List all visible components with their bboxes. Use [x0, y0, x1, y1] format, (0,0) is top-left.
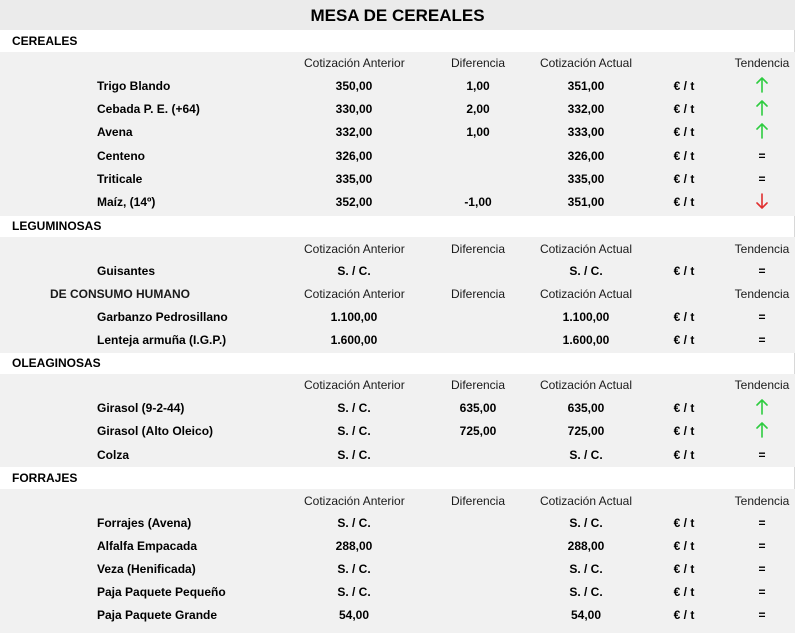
- subsection-title-consumo-humano: DE CONSUMO HUMANO: [50, 287, 190, 301]
- header-actual: Cotización Actual: [539, 494, 633, 508]
- table-row: [0, 581, 795, 604]
- cotizacion-actual: 1.100,00: [562, 310, 610, 324]
- diferencia-value: 635,00: [459, 401, 497, 415]
- product-name: Alfalfa Empacada: [97, 539, 198, 553]
- trend-equal: =: [758, 608, 766, 622]
- product-name: Paja Paquete Pequeño: [97, 585, 226, 599]
- cotizacion-actual: 725,00: [567, 424, 605, 438]
- table-row: [0, 558, 795, 581]
- product-name: Avena: [97, 125, 133, 139]
- trend-down-arrow-icon: [740, 191, 784, 214]
- cotizacion-actual: 332,00: [567, 102, 605, 116]
- header-diferencia: Diferencia: [450, 56, 506, 70]
- table-row: [0, 145, 795, 168]
- product-name: Maíz, (14º): [97, 195, 156, 209]
- header-anterior: Cotización Anterior: [304, 494, 405, 508]
- section-title-forrajes: FORRAJES: [12, 471, 78, 485]
- trend-equal: =: [758, 333, 766, 347]
- diferencia-value: [442, 535, 514, 558]
- header-diferencia: Diferencia: [450, 378, 506, 392]
- cotizacion-anterior: S. / C.: [337, 448, 371, 462]
- header-tendencia: Tendencia: [734, 287, 790, 301]
- table-row: [0, 535, 795, 558]
- product-name: Girasol (9-2-44): [97, 401, 185, 415]
- product-name: Girasol (Alto Oleico): [97, 424, 214, 438]
- cotizacion-actual: 351,00: [567, 195, 605, 209]
- cotizacion-actual: 351,00: [567, 79, 605, 93]
- header-anterior: Cotización Anterior: [304, 242, 405, 256]
- unit-label: € / t: [673, 102, 695, 116]
- trend-up-arrow-icon: [740, 75, 784, 98]
- trend-equal: =: [758, 172, 766, 186]
- unit-label: € / t: [673, 79, 695, 93]
- header-anterior: Cotización Anterior: [304, 378, 405, 392]
- table-row: [0, 420, 795, 443]
- unit-label: € / t: [673, 333, 695, 347]
- diferencia-value: 725,00: [459, 424, 497, 438]
- trend-up-arrow-icon: [740, 397, 784, 420]
- diferencia-value: 1,00: [466, 125, 490, 139]
- cotizacion-actual: 1.600,00: [562, 333, 610, 347]
- diferencia-value: 2,00: [466, 102, 490, 116]
- trend-equal: =: [758, 539, 766, 553]
- product-name: Paja Paquete Grande: [97, 608, 218, 622]
- header-diferencia: Diferencia: [450, 287, 506, 301]
- table-row: [0, 98, 795, 121]
- header-tendencia: Tendencia: [734, 378, 790, 392]
- diferencia-value: [442, 512, 514, 535]
- header-diferencia: Diferencia: [450, 494, 506, 508]
- cotizacion-anterior: S. / C.: [337, 562, 371, 576]
- trend-equal: =: [758, 448, 766, 462]
- trend-up-arrow-icon: [740, 420, 784, 443]
- cotizacion-anterior: 335,00: [335, 172, 373, 186]
- unit-label: € / t: [673, 195, 695, 209]
- diferencia-value: [442, 581, 514, 604]
- cotizacion-anterior: 326,00: [335, 149, 373, 163]
- unit-label: € / t: [673, 539, 695, 553]
- trend-equal: =: [758, 585, 766, 599]
- header-actual: Cotización Actual: [539, 242, 633, 256]
- product-name: Guisantes: [97, 264, 156, 278]
- cotizacion-anterior: 350,00: [335, 79, 373, 93]
- trend-equal: =: [758, 264, 766, 278]
- cotizacion-actual: 335,00: [567, 172, 605, 186]
- section-title-cereales: CEREALES: [12, 34, 78, 48]
- cotizacion-anterior: 330,00: [335, 102, 373, 116]
- diferencia-value: [442, 168, 514, 191]
- product-name: Cebada P. E. (+64): [97, 102, 200, 116]
- page-title: MESA DE CEREALES: [0, 0, 795, 30]
- cotizacion-actual: S. / C.: [569, 562, 603, 576]
- product-name: Veza (Henificada): [97, 562, 196, 576]
- diferencia-value: [442, 260, 514, 283]
- header-diferencia: Diferencia: [450, 242, 506, 256]
- diferencia-value: [442, 329, 514, 352]
- cotizacion-anterior: 1.100,00: [330, 310, 378, 324]
- unit-label: € / t: [673, 310, 695, 324]
- cotizacion-actual: 288,00: [567, 539, 605, 553]
- unit-label: € / t: [673, 608, 695, 622]
- unit-label: € / t: [673, 149, 695, 163]
- table-row: [0, 306, 795, 329]
- trend-equal: =: [758, 149, 766, 163]
- table-row: [0, 329, 795, 352]
- header-actual: Cotización Actual: [539, 56, 633, 70]
- product-name: Trigo Blando: [97, 79, 171, 93]
- product-name: Triticale: [97, 172, 143, 186]
- table-row: [0, 444, 795, 467]
- cotizacion-anterior: S. / C.: [337, 585, 371, 599]
- unit-label: € / t: [673, 424, 695, 438]
- trend-up-arrow-icon: [740, 121, 784, 144]
- product-name: Lenteja armuña (I.G.P.): [97, 333, 227, 347]
- unit-label: € / t: [673, 516, 695, 530]
- table-row: [0, 604, 795, 627]
- header-tendencia: Tendencia: [734, 56, 790, 70]
- diferencia-value: 1,00: [466, 79, 490, 93]
- unit-label: € / t: [673, 172, 695, 186]
- unit-label: € / t: [673, 585, 695, 599]
- cotizacion-anterior: 352,00: [335, 195, 373, 209]
- cotizacion-actual: S. / C.: [569, 264, 603, 278]
- diferencia-value: -1,00: [464, 195, 492, 209]
- cotizacion-anterior: S. / C.: [337, 401, 371, 415]
- diferencia-value: [442, 604, 514, 627]
- unit-label: € / t: [673, 264, 695, 278]
- section-title-oleaginosas: OLEAGINOSAS: [12, 356, 101, 370]
- cotizacion-anterior: 288,00: [335, 539, 373, 553]
- header-actual: Cotización Actual: [539, 378, 633, 392]
- product-name: Centeno: [97, 149, 145, 163]
- trend-equal: =: [758, 516, 766, 530]
- cotizacion-actual: 326,00: [567, 149, 605, 163]
- cotizacion-anterior: S. / C.: [337, 516, 371, 530]
- header-anterior: Cotización Anterior: [304, 287, 405, 301]
- table-row: [0, 512, 795, 535]
- cotizacion-actual: 333,00: [567, 125, 605, 139]
- table-row: [0, 168, 795, 191]
- diferencia-value: [442, 306, 514, 329]
- unit-label: € / t: [673, 401, 695, 415]
- unit-label: € / t: [673, 562, 695, 576]
- product-name: Garbanzo Pedrosillano: [97, 310, 228, 324]
- product-name: Colza: [97, 448, 130, 462]
- cotizacion-anterior: 54,00: [338, 608, 370, 622]
- table-row: [0, 75, 795, 98]
- cotizacion-anterior: S. / C.: [337, 424, 371, 438]
- cotizacion-actual: 635,00: [567, 401, 605, 415]
- table-row: [0, 397, 795, 420]
- diferencia-value: [442, 444, 514, 467]
- header-anterior: Cotización Anterior: [304, 56, 405, 70]
- table-row: [0, 191, 795, 214]
- header-tendencia: Tendencia: [734, 242, 790, 256]
- product-name: Forrajes (Avena): [97, 516, 192, 530]
- cotizacion-anterior: S. / C.: [337, 264, 371, 278]
- diferencia-value: [442, 145, 514, 168]
- cotizacion-anterior: 1.600,00: [330, 333, 378, 347]
- unit-label: € / t: [673, 125, 695, 139]
- section-title-leguminosas: LEGUMINOSAS: [12, 219, 102, 233]
- cotizacion-actual: S. / C.: [569, 585, 603, 599]
- cotizacion-actual: S. / C.: [569, 516, 603, 530]
- trend-equal: =: [758, 310, 766, 324]
- table-row: [0, 121, 795, 144]
- trend-equal: =: [758, 562, 766, 576]
- cotizacion-actual: 54,00: [570, 608, 602, 622]
- trend-up-arrow-icon: [740, 98, 784, 121]
- header-tendencia: Tendencia: [734, 494, 790, 508]
- table-row: [0, 260, 795, 283]
- diferencia-value: [442, 558, 514, 581]
- header-actual: Cotización Actual: [539, 287, 633, 301]
- cotizacion-anterior: 332,00: [335, 125, 373, 139]
- unit-label: € / t: [673, 448, 695, 462]
- cotizacion-actual: S. / C.: [569, 448, 603, 462]
